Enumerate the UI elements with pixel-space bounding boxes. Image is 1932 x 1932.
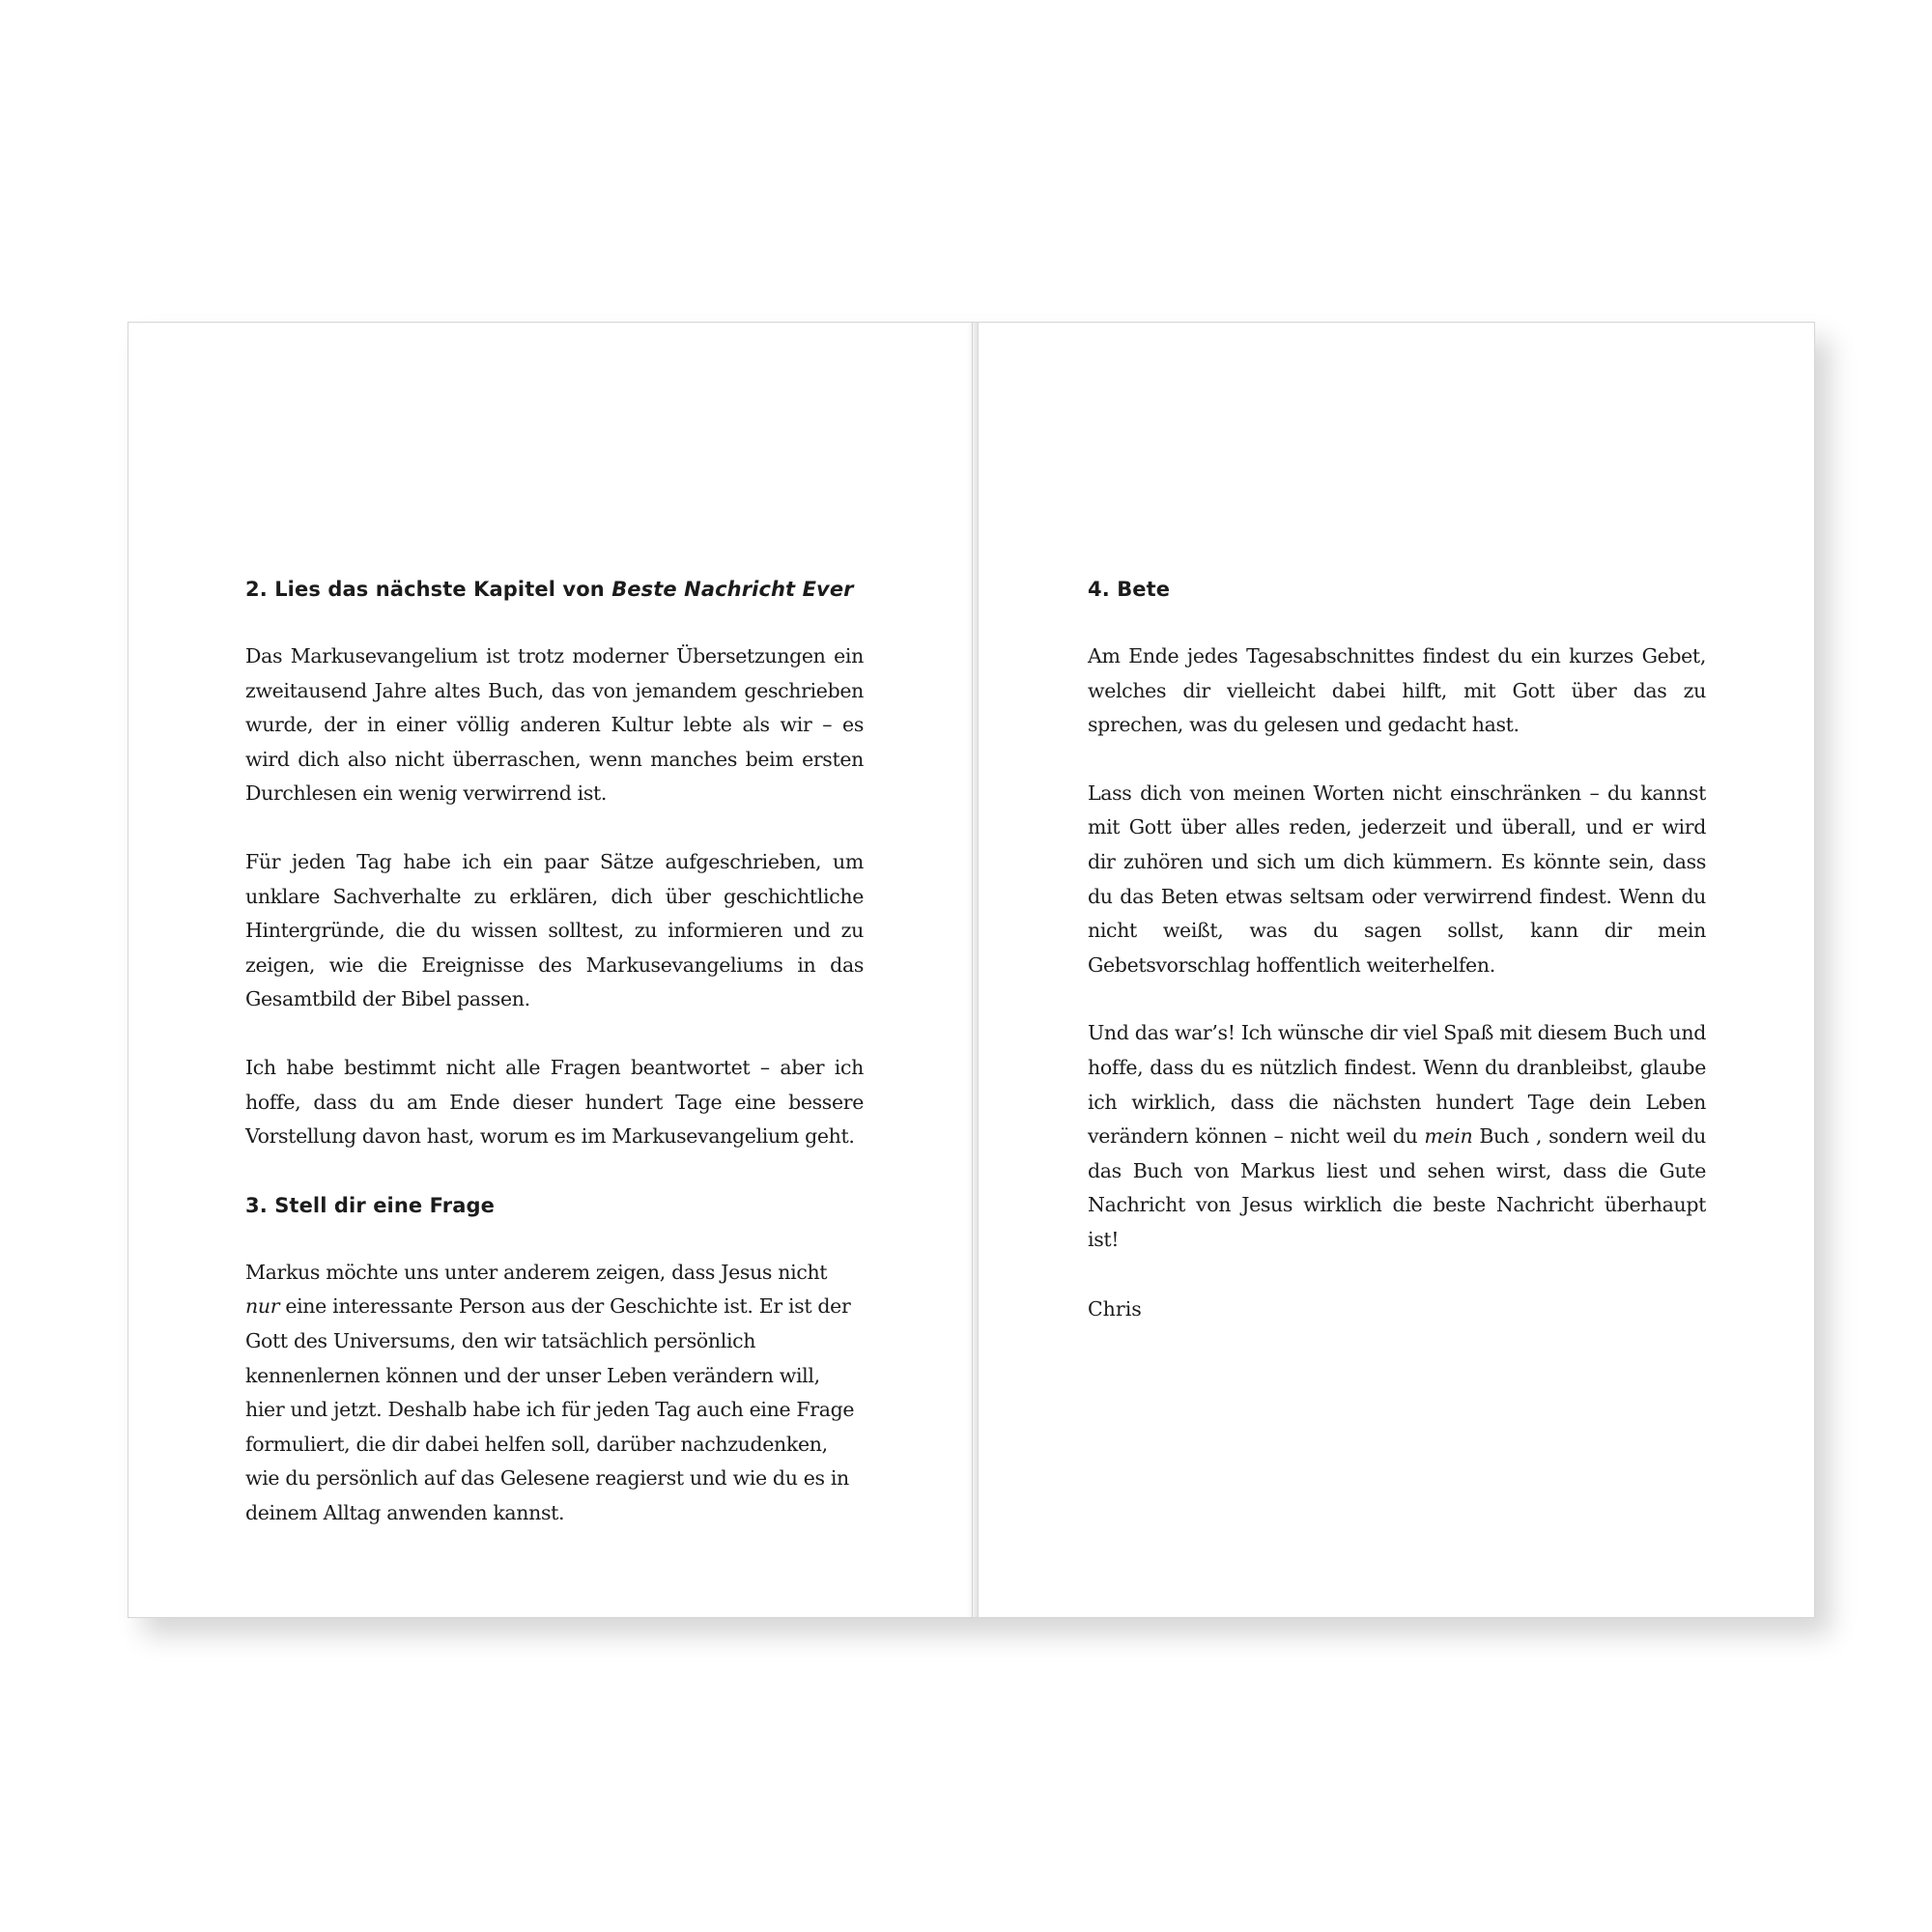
section-2-paragraph-2: Für jeden Tag habe ich ein paar Sätze aufgeschrieben, um unklare Sachverhalte zu erklären, dich über geschichtliche Hintergründe, die du wissen solltest, zu informieren und zu zeigen, wie die Ereignisse des Markusevangeliums in das Gesamtbild der Bibel passen.: [245, 849, 864, 1011]
section-4-paragraph-2: Lass dich von meinen Worten nicht einschränken – du kannst mit Gott über alles reden, jederzeit und überall, und er wird dir zuhören und sich um dich kümmern. Es könnte sein, dass du das Beten etwas seltsam oder verwirrend findest. Wenn du nicht weißt, was du sagen sollst, kann dir mein Gebetsvorschlag hoffentlich weiterhelfen.: [1088, 781, 1706, 977]
section-4-paragraph-1: Am Ende jedes Tagesabschnittes findest du ein kurzes Gebet, welches dir vielleicht dabei hilft, mit Gott über das zu sprechen, was du gelesen und gedacht hast.: [1088, 644, 1706, 737]
section-3-heading: 3. Stell dir eine Frage: [245, 1193, 495, 1217]
section-3-text-end: eine interessante Person aus der Geschichte ist. Er ist der Gott des Universums, den wir tatsächlich persönlich kennenlernen können und der unser Leben verändern will, hier und jetzt. Deshalb habe ich für jeden Tag auch eine Frage formuliert, die dir dabei helfen soll, darüber nachzudenken, wie du persönlich auf das Gelesene reagierst und wie du es in deinem Alltag anwenden kannst.: [245, 1294, 855, 1524]
left-text-column: [245, 572, 864, 1564]
right-page: [972, 323, 1815, 1617]
left-page: [128, 323, 972, 1617]
closing-paragraph: [1088, 1016, 1706, 1257]
closing-text-start: Und das war’s! Ich wünsche dir viel Spaß mit diesem Buch und hoffe, dass du es nützlich findest. Wenn du dranbleibst, glaube ich wirklich, dass die nächsten hundert Tage dein Leben verändern können – nicht weil du: [1088, 1021, 1706, 1149]
book-title: Beste Nachricht Ever: [611, 578, 854, 601]
book-spread: [128, 322, 1815, 1618]
section-2-heading: [245, 572, 864, 607]
signature: Chris: [1088, 1296, 1142, 1321]
section-2-paragraph-1: Das Markusevangelium ist trotz moderner Übersetzungen ein zweitausend Jahre altes Buch, das von jemandem geschrieben wurde, der in einer völlig anderen Kultur lebte als wir – es wird dich also nicht überraschen, wenn manches beim ersten Durchlesen ein wenig verwirrend ist.: [245, 644, 864, 806]
section-4-heading: 4. Bete: [1088, 578, 1171, 601]
section-3-text-start: Markus möchte uns unter anderem zeigen, dass Jesus nicht: [245, 1260, 828, 1284]
closing-emphasis: mein: [1424, 1124, 1473, 1149]
section-3-paragraph: [245, 1256, 864, 1531]
section-2-paragraph-3: Ich habe bestimmt nicht alle Fragen beantwortet – aber ich hoffe, dass du am Ende dieser hundert Tage eine bessere Vorstellung davon hast, worum es im Markusevangelium geht.: [245, 1055, 864, 1149]
section-3-emphasis: nur: [245, 1294, 280, 1319]
closing-text-end: Buch , sondern weil du das Buch von Markus liest und sehen wirst, dass die Gute Nachricht von Jesus wirklich die beste Nachricht überhaupt ist!: [1088, 1124, 1707, 1251]
right-text-column: [1088, 572, 1706, 1326]
section-2-heading-prefix: 2. Lies das nächste Kapitel von: [245, 578, 612, 601]
